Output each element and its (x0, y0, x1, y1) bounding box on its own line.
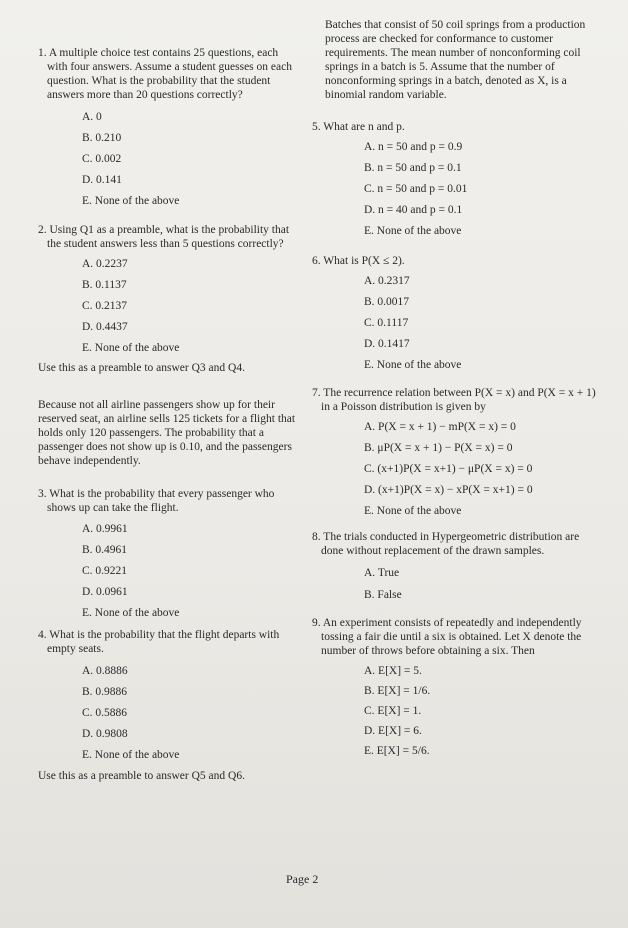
option: D. 0.4437 (82, 321, 128, 333)
page-number: Page 2 (286, 872, 319, 886)
option: C. 0.2137 (82, 300, 128, 312)
option: A. True (364, 567, 400, 579)
option: B. μP(X = x + 1) − P(X = x) = 0 (364, 442, 513, 454)
question-1 (38, 46, 300, 208)
option: A. n = 50 and p = 0.9 (364, 141, 463, 153)
option: D. E[X] = 6. (364, 725, 422, 737)
question-8 (312, 530, 600, 602)
question-7-options (312, 420, 600, 518)
option: D. 0.9808 (82, 728, 128, 740)
preamble-text: Batches that consist of 50 coil springs from a production process are checked for conformance to customer requirements. The mean number of nonconforming coil springs in a batch is 5. Assume that the number of nonconforming springs in a batch, denoted as X, is a binomial random variable. (325, 19, 586, 101)
option: B. E[X] = 1/6. (364, 685, 431, 697)
option: B. 0.9886 (82, 686, 128, 698)
option: E. None of the above (82, 749, 180, 761)
left-column (38, 46, 300, 783)
option: C. E[X] = 1. (364, 705, 422, 717)
question-6-text: 6. What is P(X ≤ 2). (312, 255, 405, 267)
question-3-options (38, 522, 300, 620)
option: C. n = 50 and p = 0.01 (364, 183, 468, 195)
option: B. 0.210 (82, 132, 122, 144)
question-6 (312, 254, 600, 372)
question-2-text: 2. Using Q1 as a preamble, what is the probability that the student answers less than 5 questions correctly? (38, 224, 290, 250)
option: E. None of the above (364, 359, 462, 371)
question-8-options (312, 566, 600, 602)
option: D. (x+1)P(X = x) − xP(X = x+1) = 0 (364, 484, 533, 496)
option: A. 0.9961 (82, 523, 128, 535)
question-9 (312, 616, 600, 758)
option: E. None of the above (82, 195, 180, 207)
question-7-text: 7. The recurrence relation between P(X = x) and P(X = x + 1) in a Poisson distribution is given by (312, 387, 596, 413)
question-5 (312, 120, 600, 238)
option: E. E[X] = 5/6. (364, 745, 430, 757)
option: E. None of the above (364, 505, 462, 517)
option: B. 0.4961 (82, 544, 128, 556)
option: D. 0.1417 (364, 338, 410, 350)
question-5-text: 5. What are n and p. (312, 121, 405, 133)
option: C. (x+1)P(X = x+1) − μP(X = x) = 0 (364, 463, 533, 475)
question-9-text: 9. An experiment consists of repeatedly and independently tossing a fair die until a six is obtained. Let X denote the number of throws before obtaining a six. Then (312, 617, 582, 657)
option: C. 0.5886 (82, 707, 128, 719)
option: B. 0.0017 (364, 296, 410, 308)
option: C. 0.9221 (82, 565, 128, 577)
option: B. False (364, 589, 402, 601)
preamble-note: Use this as a preamble to answer Q3 and Q4. (38, 362, 245, 374)
question-7 (312, 386, 600, 518)
option: A. 0.8886 (82, 665, 128, 677)
question-4 (38, 628, 300, 762)
question-3-text: 3. What is the probability that every passenger who shows up can take the flight. (38, 488, 275, 514)
option: C. 0.1117 (364, 317, 409, 329)
preamble-text: Because not all airline passengers show up for their reserved seat, an airline sells 125 tickets for a flight that holds only 120 passengers. The probability that a passenger does not show up is 0.10, and the passengers behave independently. (38, 399, 296, 467)
question-1-text: 1. A multiple choice test contains 25 questions, each with four answers. Assume a student guesses on each question. What is the probability that the student answers more than 20 questions correctly? (38, 47, 292, 101)
right-column (312, 18, 600, 758)
question-2 (38, 223, 300, 355)
question-3 (38, 487, 300, 620)
option: A. P(X = x + 1) − mP(X = x) = 0 (364, 421, 516, 433)
question-6-options (312, 274, 600, 372)
question-5-options (312, 140, 600, 238)
option: A. 0.2317 (364, 275, 410, 287)
option: A. 0.2237 (82, 258, 128, 270)
option: D. n = 40 and p = 0.1 (364, 204, 463, 216)
option: E. None of the above (82, 342, 180, 354)
option: E. None of the above (364, 225, 462, 237)
question-8-text: 8. The trials conducted in Hypergeometric distribution are done without replacement of the drawn samples. (312, 531, 580, 557)
option: E. None of the above (82, 607, 180, 619)
question-9-options (312, 664, 600, 758)
question-1-options (38, 110, 300, 208)
question-4-options (38, 664, 300, 762)
option: B. n = 50 and p = 0.1 (364, 162, 462, 174)
option: D. 0.0961 (82, 586, 128, 598)
question-2-options (38, 257, 300, 355)
option: B. 0.1137 (82, 279, 127, 291)
option: D. 0.141 (82, 174, 122, 186)
option: A. 0 (82, 111, 102, 123)
preamble-note: Use this as a preamble to answer Q5 and Q6. (38, 770, 245, 782)
question-4-text: 4. What is the probability that the flight departs with empty seats. (38, 629, 280, 655)
option: A. E[X] = 5. (364, 665, 422, 677)
option: C. 0.002 (82, 153, 122, 165)
